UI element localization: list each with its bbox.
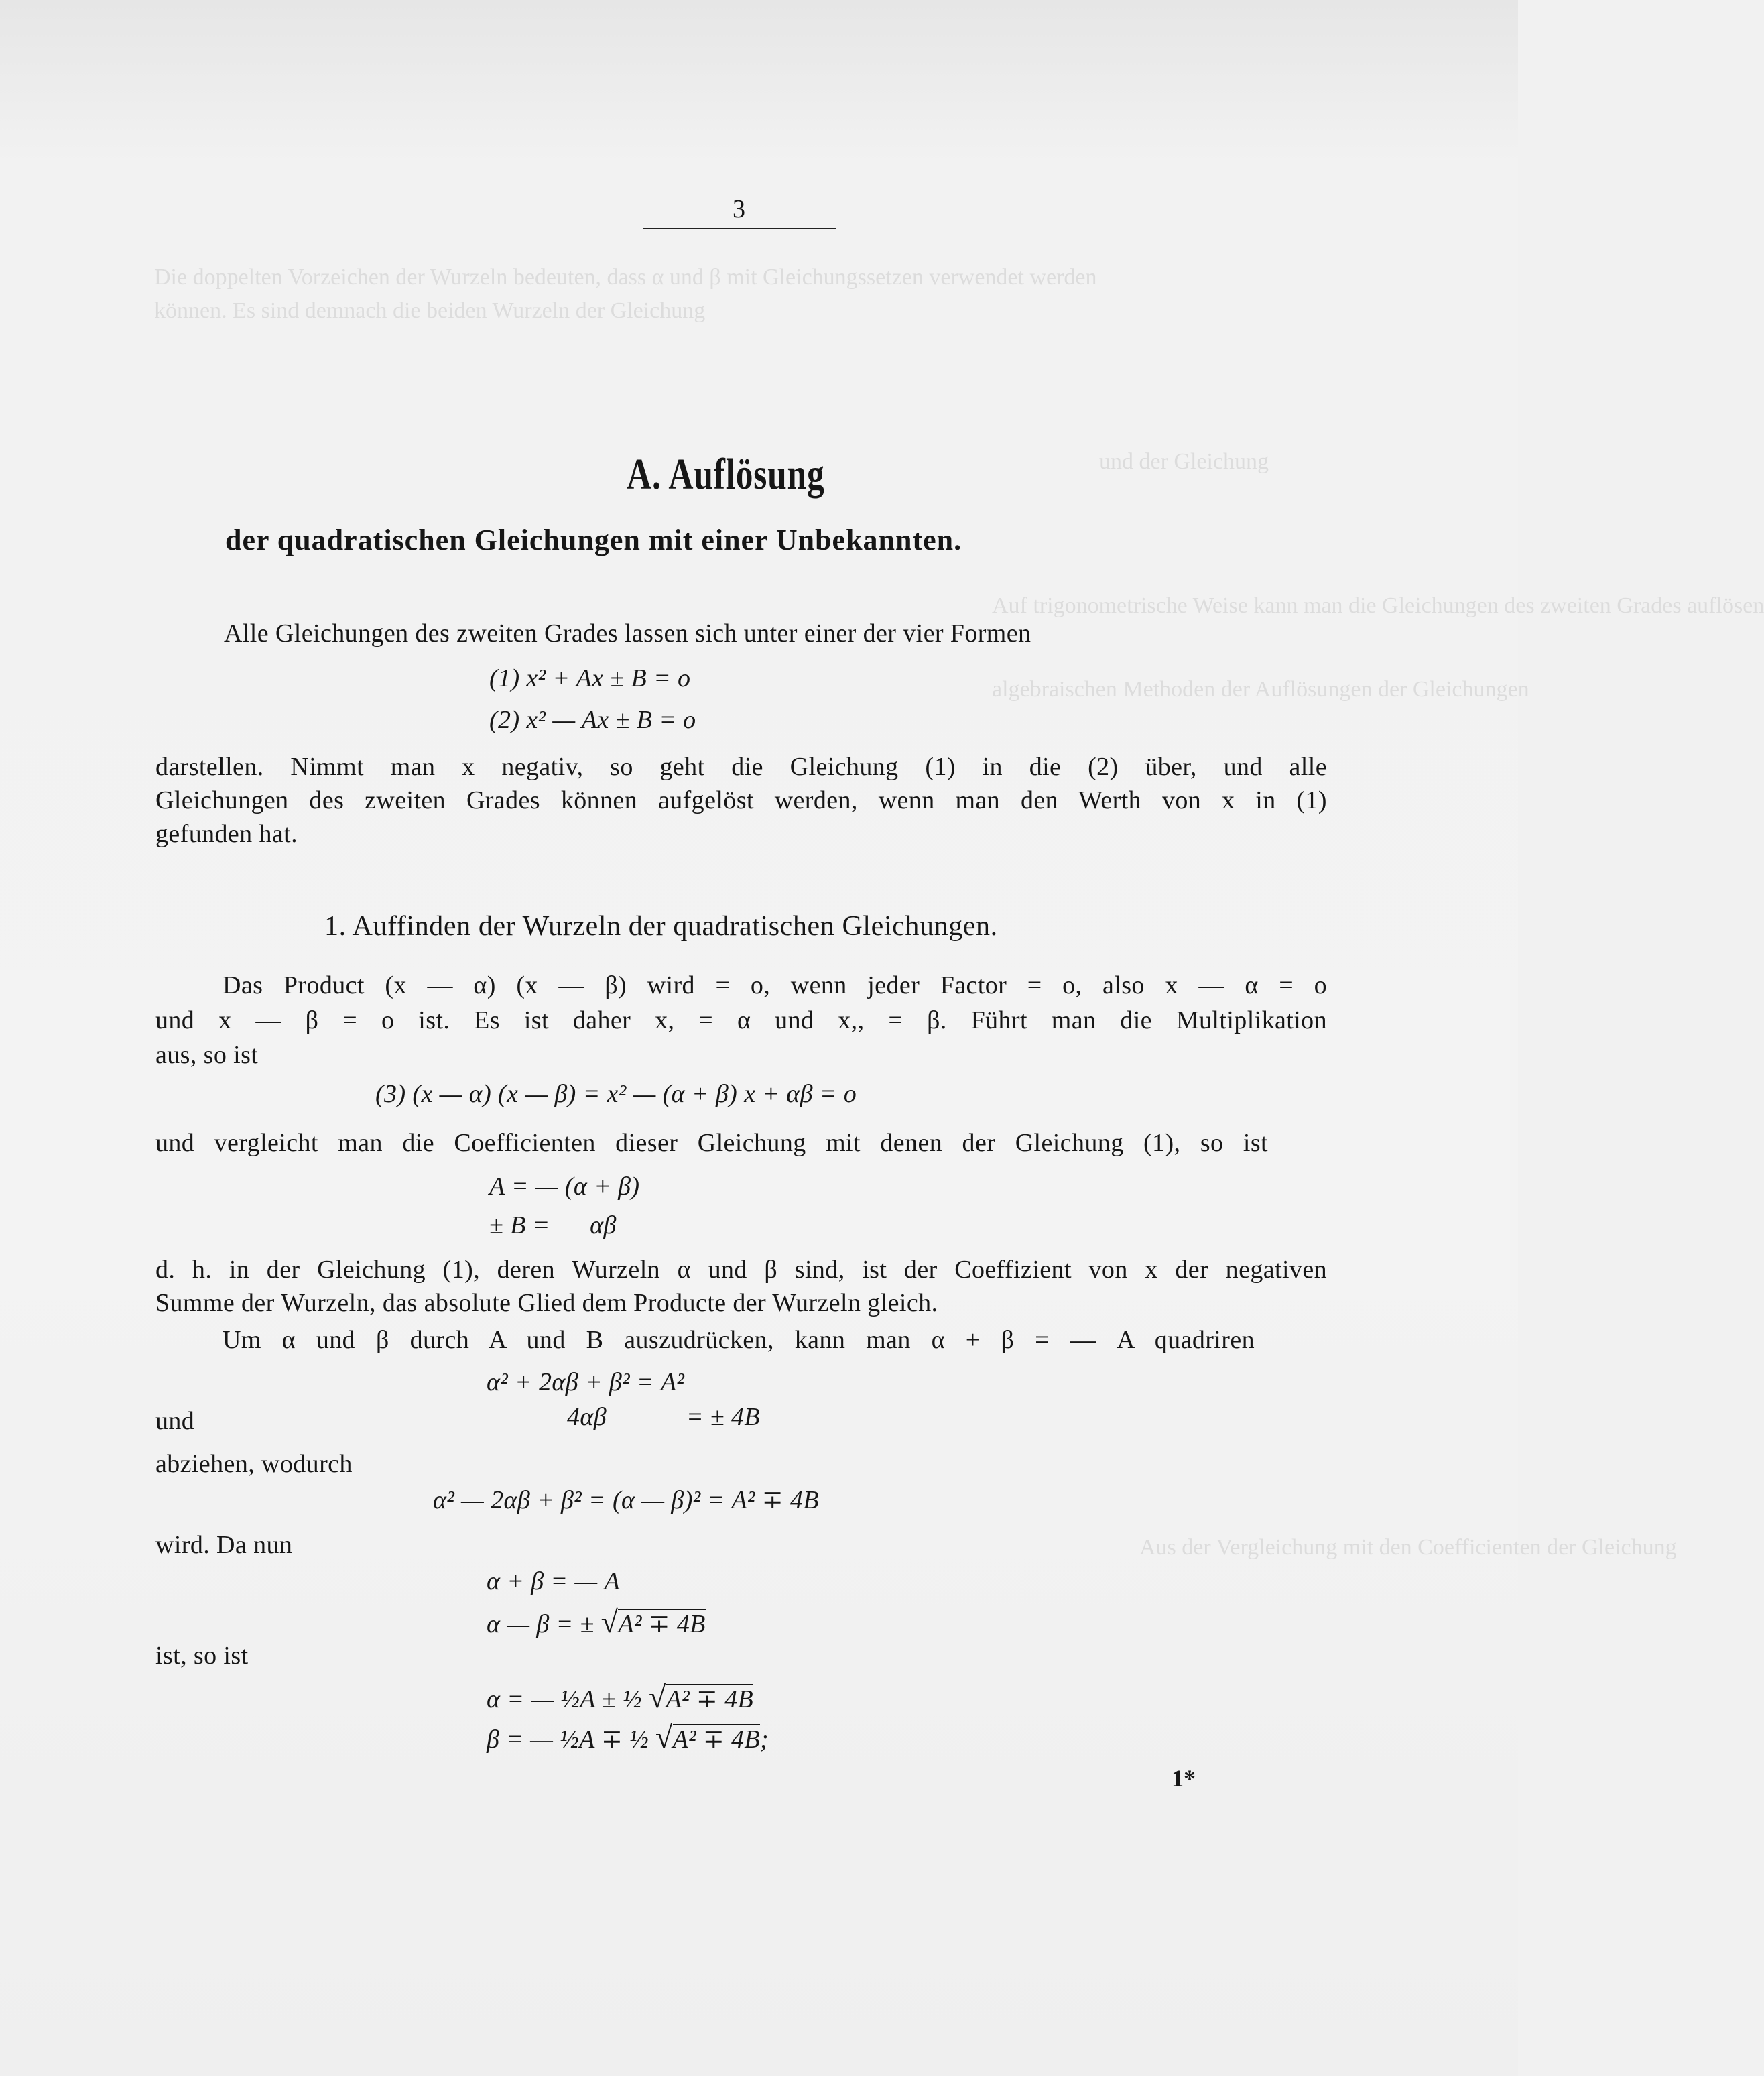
radical-sign: √ (648, 1680, 666, 1714)
chapter-subtitle: der quadratischen Gleichungen mit einer Unbekannten. (225, 524, 962, 556)
equation-1: (1) x² + Ax ± B = o (489, 664, 691, 692)
paragraph-line: und vergleicht man die Coefficienten dieser Gleichung mit denen der Gleichung (1), so ist (155, 1129, 1268, 1157)
equation-B: ± B = αβ (489, 1211, 617, 1239)
paragraph-line: aus, so ist (155, 1041, 259, 1069)
equation-8-lhs: α — β = ± (487, 1610, 601, 1638)
label-und: und (155, 1407, 195, 1435)
page-number: 3 (733, 195, 745, 223)
chapter-title: A. Auflösung (627, 450, 825, 499)
label-wird: wird. Da nun (155, 1531, 293, 1559)
paragraph-line: und x — β = o ist. Es ist daher x, = α und x,, = β. Führt man die Multiplikation (155, 1006, 1327, 1034)
equation-4: α² + 2αβ + β² = A² (487, 1368, 685, 1396)
equation-8 (487, 1604, 706, 1640)
paragraph-line: Gleichungen des zweiten Grades können aufgelöst werden, wenn man den Werth von x in (1) (155, 786, 1327, 814)
equation-9-radicand: A² ∓ 4B (666, 1685, 754, 1713)
label-abziehen: abziehen, wodurch (155, 1450, 353, 1478)
label-ist-so-ist: ist, so ist (155, 1642, 249, 1670)
equation-6: α² — 2αβ + β² = (α — β)² = A² ∓ 4B (433, 1486, 819, 1514)
equation-10 (487, 1719, 769, 1755)
section-heading: 1. Auffinden der Wurzeln der quadratischen Gleichungen. (324, 911, 998, 942)
equation-5: 4αβ = ± 4B (567, 1403, 760, 1431)
paragraph-line: Summe der Wurzeln, das absolute Glied dem Producte der Wurzeln gleich. (155, 1289, 938, 1317)
paragraph-line: gefunden hat. (155, 820, 298, 848)
signature-mark: 1* (1172, 1765, 1196, 1792)
equation-10-tail: ; (760, 1725, 769, 1754)
paragraph-line: d. h. in der Gleichung (1), deren Wurzeln α und β sind, ist der Coeffizient von x der negativen (155, 1256, 1327, 1284)
equation-A: A = — (α + β) (489, 1172, 640, 1201)
paragraph-line: Das Product (x — α) (x — β) wird = o, wenn jeder Factor = o, also x — α = o (223, 971, 1327, 999)
paragraph-line: darstellen. Nimmt man x negativ, so geht die Gleichung (1) in die (2) über, und alle (155, 753, 1327, 781)
equation-3: (3) (x — α) (x — β) = x² — (α + β) x + αβ = o (375, 1080, 857, 1108)
equation-7: α + β = — A (487, 1567, 621, 1595)
equation-2: (2) x² — Ax ± B = o (489, 706, 696, 734)
document-page: Die doppelten Vorzeichen der Wurzeln bedeuten, dass α und β mit Gleichungssetzen verwendet werden können. Es sind demnach die beiden Wurzeln der Gleichung und der Gleichung Auf trigonometrische Weise kann man die Gleichungen des zweiten Grades auflösen algebraischen Methoden der Auflösungen der Gleichungen Aus der Vergleichung mit den Coefficienten der Gleichung 3 A. Auflösung der quadratischen Gleichungen mit einer Unbekannten. Alle Gleichungen des zweiten Grades lassen sich unter einer der vier Formen (1) x² + Ax ± B = o (2) x² — Ax ± B = o darstellen. Nimmt man x negativ, so geht die Gleichung (1) in die (2) über, und alle Gleichungen des zweiten Grades können aufgelöst werden, wenn man den Werth von x in (1) gefunden hat. 1. Auffinden der Wurzeln der quadratischen Gleichungen. Das Product (x — α) (x — β) wird = o, wenn jeder Factor = o, also x — α = o und x — β = o ist. Es ist daher x, = α und x,, = β. Führt man die Multiplikation aus, so ist (3) (x — α) (x — β) = x² — (α + β) x + αβ = o und vergleicht man die Coefficienten dieser Gleichung mit denen der Gleichung (1), so ist A = — (α + β) ± B = αβ d. h. in der Gleichung (1), deren Wurzeln α und β sind, ist der Coeffizient von x der negativen Summe der Wurzeln, das absolute Glied dem Producte der Wurzeln gleich. Um α und β durch A und B auszudrücken, kann man α + β = — A quadriren α² + 2αβ + β² = A² und 4αβ = ± 4B abziehen, wodurch α² — 2αβ + β² = (α — β)² = A² ∓ 4B wird. Da nun α + β = — A α — β = ± √A² ∓ 4B ist, so ist α = — ½A ± ½ √A² ∓ 4B β = — ½A ∓ ½ √A² ∓ 4B; 1* (0, 0, 1518, 2076)
radical-sign: √ (655, 1720, 673, 1754)
intro-line: Alle Gleichungen des zweiten Grades lassen sich unter einer der vier Formen (224, 619, 1031, 648)
equation-9 (487, 1679, 753, 1715)
equation-9-lhs: α = — ½A ± ½ (487, 1685, 649, 1713)
equation-10-radicand: A² ∓ 4B (672, 1725, 761, 1754)
equation-10-lhs: β = — ½A ∓ ½ (487, 1725, 655, 1754)
radical-sign: √ (601, 1605, 619, 1639)
page-number-rule (643, 228, 836, 229)
paragraph-line: Um α und β durch A und B auszudrücken, kann man α + β = — A quadriren (223, 1326, 1255, 1354)
equation-8-radicand: A² ∓ 4B (618, 1610, 706, 1638)
